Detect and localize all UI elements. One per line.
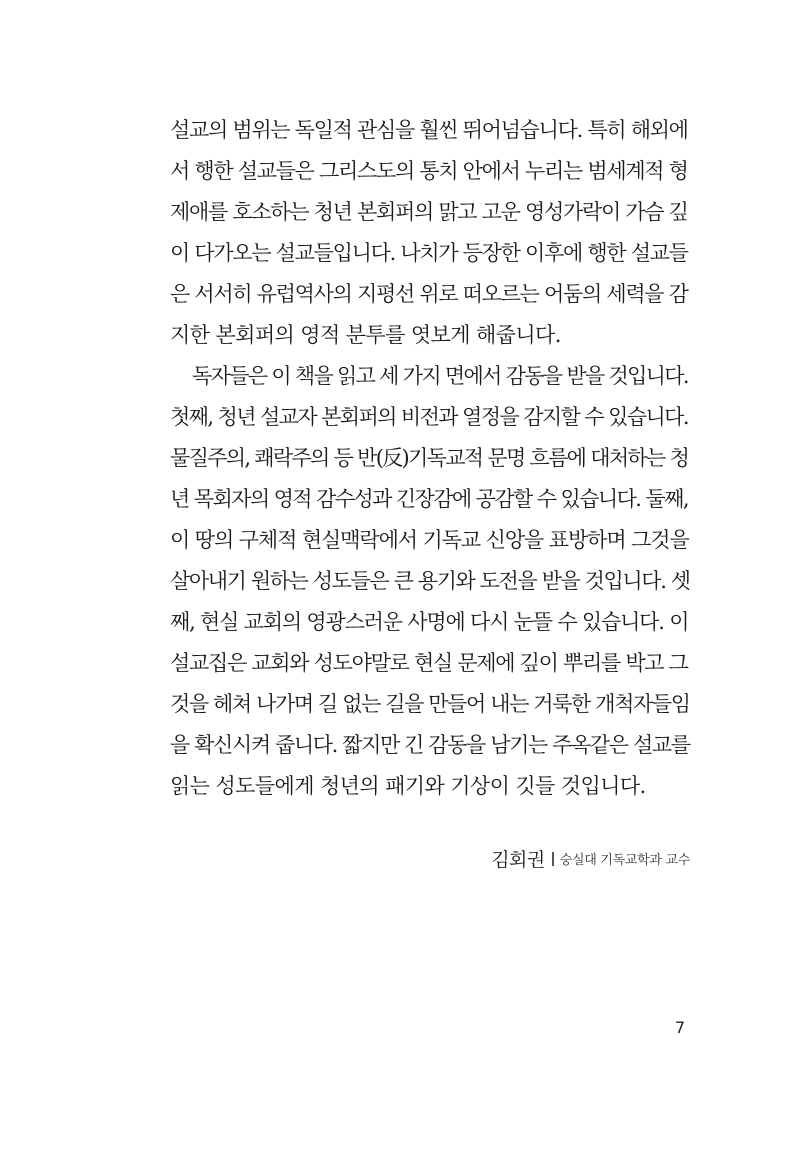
page-number: 7 xyxy=(674,1018,685,1037)
text-line: 을 확신시켜 줍니다. 짧지만 긴 감동을 남기는 주옥같은 설교를 xyxy=(170,733,690,757)
text-line: 살아내기 원하는 성도들은 큰 용기와 도전을 받을 것입니다. 셋 xyxy=(170,569,690,593)
text-line: 은 서서히 유럽역사의 지평선 위로 떠오르는 어둠의 세력을 감 xyxy=(170,282,688,306)
text-line: 물질주의, 쾌락주의 등 반(反)기독교적 문명 흐름에 대처하는 청 xyxy=(170,446,689,470)
text-line: 설교집은 교회와 성도야말로 현실 문제에 깊이 뿌리를 박고 그 xyxy=(170,651,688,675)
text-line: 이 땅의 구체적 현실맥락에서 기독교 신앙을 표방하며 그것을 xyxy=(170,528,689,552)
author-affiliation: 숭실대 기독교학과 교수 xyxy=(559,853,690,868)
text-line: 첫째, 청년 설교자 본회퍼의 비전과 열정을 감지할 수 있습니다. xyxy=(170,405,688,429)
text-line: 제애를 호소하는 청년 본회퍼의 맑고 고운 영성가락이 가슴 깊 xyxy=(170,200,688,224)
text-line: 년 목회자의 영적 감수성과 긴장감에 공감할 수 있습니다. 둘째, xyxy=(170,487,688,511)
author-signature xyxy=(491,845,690,872)
text-line: 것을 헤쳐 나가며 길 없는 길을 만들어 내는 거룩한 개척자들임 xyxy=(170,692,690,716)
text-line: 이 다가오는 설교들입니다. 나치가 등장한 이후에 행한 설교들 xyxy=(170,241,688,265)
signature-divider xyxy=(552,852,554,866)
text-line: 읽는 성도들에게 청년의 패기와 기상이 깃들 것입니다. xyxy=(170,774,646,798)
text-line: 지한 본회퍼의 영적 분투를 엿보게 해줍니다. xyxy=(170,323,561,347)
text-line: 째, 현실 교회의 영광스러운 사명에 다시 눈뜰 수 있습니다. 이 xyxy=(170,610,689,634)
text-line: 독자들은 이 책을 읽고 세 가지 면에서 감동을 받을 것입니다. xyxy=(192,364,688,388)
text-line: 서 행한 설교들은 그리스도의 통치 안에서 누리는 범세계적 형 xyxy=(170,159,688,183)
author-name: 김회권 xyxy=(491,849,545,871)
text-line: 설교의 범위는 독일적 관심을 훨씬 뛰어넘습니다. 특히 해외에 xyxy=(170,118,688,142)
